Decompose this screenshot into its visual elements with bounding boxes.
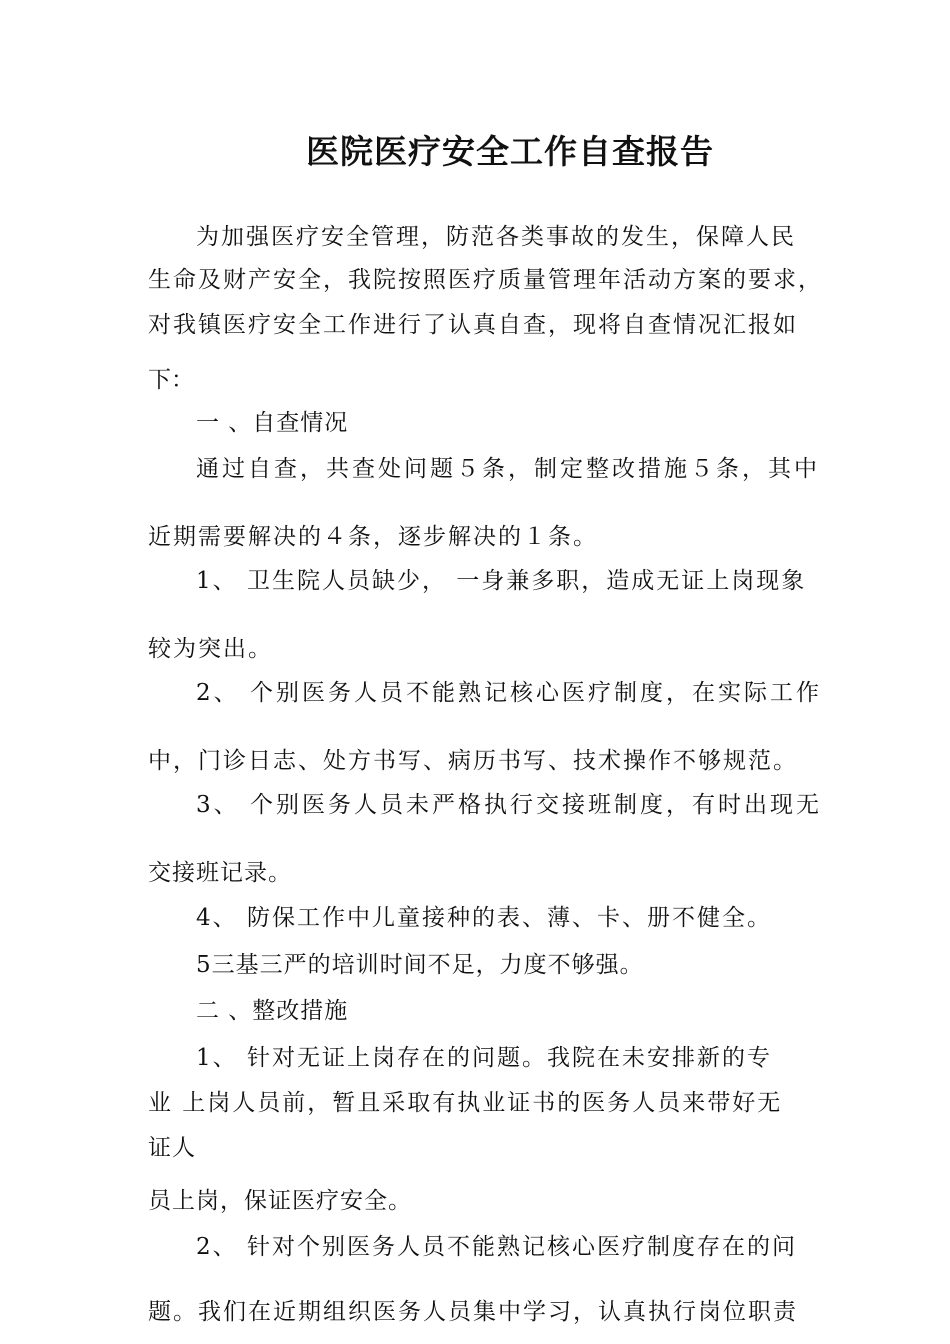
list-item-line: 2、 针对个别医务人员不能熟记核心医疗制度存在的问	[196, 1234, 797, 1260]
list-item-line: 1、 卫生院人员缺少， 一身兼多职，造成无证上岗现象	[196, 568, 807, 594]
document-title: 医院医疗安全工作自查报告	[306, 132, 714, 171]
paragraph-line: 下：	[148, 367, 194, 393]
paragraph-line: 证人	[148, 1135, 196, 1161]
list-item-line: 3、 个别医务人员未严格执行交接班制度，有时出现无	[196, 792, 822, 818]
paragraph-line: 较为突出。	[148, 636, 273, 662]
list-item-line: 2、 个别医务人员不能熟记核心医疗制度，在实际工作	[196, 680, 822, 706]
section-heading: 一 、自查情况	[196, 410, 349, 436]
paragraph-line: 通过自查，共查处问题５条，制定整改措施５条，其中	[196, 456, 820, 482]
paragraph-line: 为加强医疗安全管理，防范各类事故的发生，保障人民	[196, 224, 796, 250]
paragraph-line: 中，门诊日志、处方书写、病历书写、技术操作不够规范。	[148, 748, 798, 774]
paragraph-line: 近期需要解决的４条，逐步解决的１条。	[148, 524, 598, 550]
paragraph-line: 员上岗，保证医疗安全。	[148, 1188, 412, 1214]
paragraph-line: 生命及财产安全，我院按照医疗质量管理年活动方案的要求，	[148, 267, 823, 293]
paragraph-line: 业 上岗人员前，暂且采取有执业证书的医务人员来带好无	[148, 1090, 783, 1116]
paragraph-line: 对我镇医疗安全工作进行了认真自查，现将自查情况汇报如	[148, 312, 798, 338]
list-item-line: 5三基三严的培训时间不足，力度不够强。	[196, 952, 644, 978]
paragraph-line: 交接班记录。	[148, 860, 292, 886]
section-heading: 二 、整改措施	[196, 998, 349, 1024]
list-item-line: 1、 针对无证上岗存在的问题。我院在未安排新的专	[196, 1045, 772, 1071]
list-item-line: 4、 防保工作中儿童接种的表、薄、卡、册不健全。	[196, 905, 772, 931]
paragraph-line: 题。我们在近期组织医务人员集中学习，认真执行岗位职责	[148, 1299, 798, 1325]
